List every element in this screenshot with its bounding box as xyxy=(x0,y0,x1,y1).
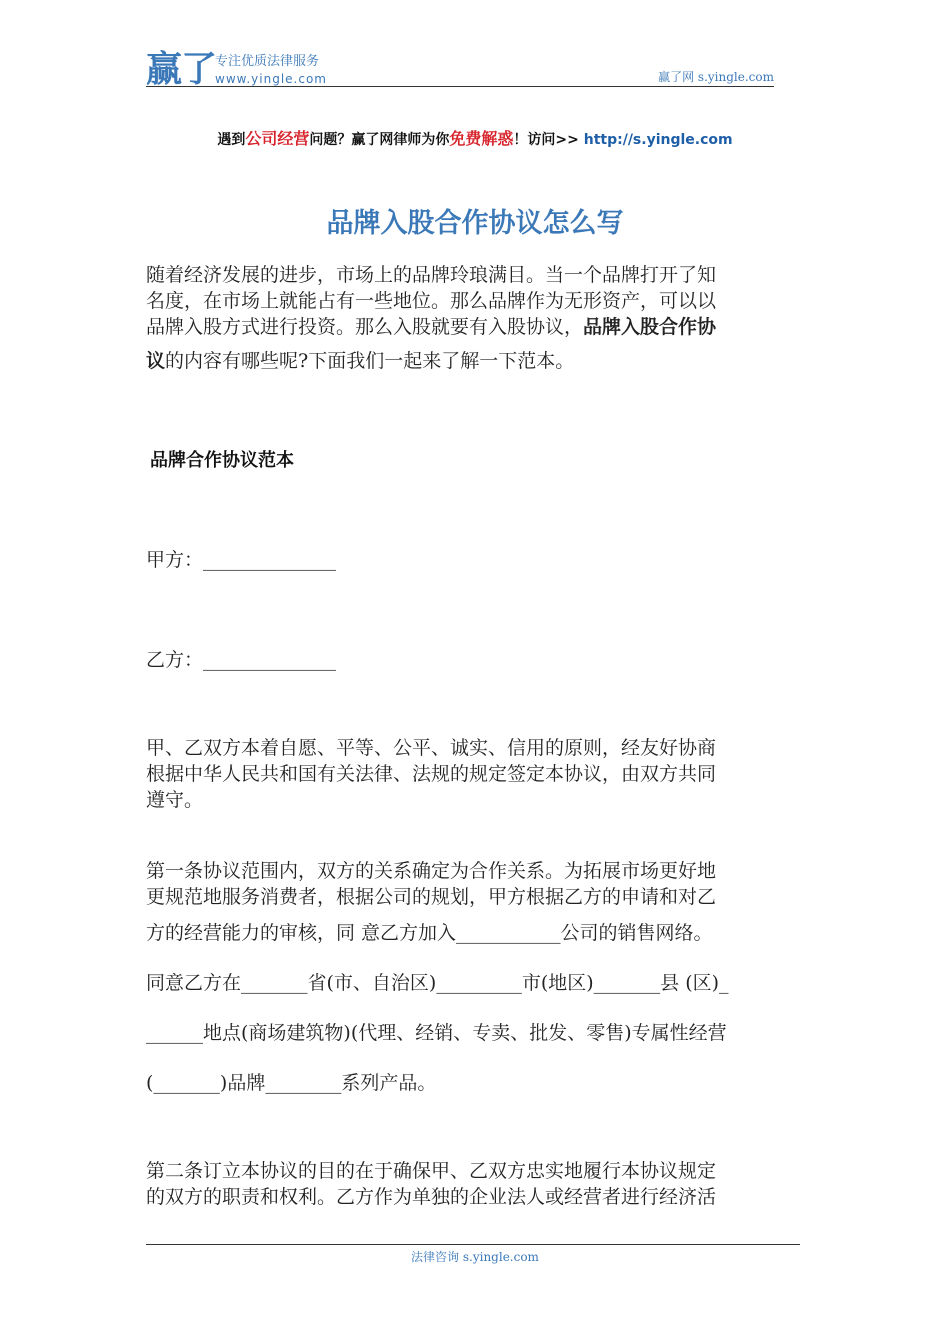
promo-highlight-topic: 公司经营 xyxy=(245,129,310,148)
intro-paragraph xyxy=(146,262,816,374)
party-b-line: 乙方：______________ xyxy=(146,649,337,671)
article-1-line: ______地点(商场建筑物)(代理、经销、专卖、批发、零售)专属性经营 xyxy=(146,1022,727,1044)
intro-keyword: 品牌入股合作协 xyxy=(583,316,717,338)
article-2 xyxy=(146,1158,816,1210)
promo-text-3: ！访问>> xyxy=(513,132,584,148)
article-1 xyxy=(146,858,816,910)
intro-line xyxy=(146,348,816,374)
logo-url: www.yingle.com xyxy=(215,72,327,86)
article-1-line: 同意乙方在_______省(市、自治区)_________市(地区)_______县 (区)_ xyxy=(146,972,729,994)
preamble-line: 甲、乙双方本着自愿、平等、公平、诚实、信用的原则，经友好协商 xyxy=(146,737,717,759)
logo-mark: 赢了 xyxy=(146,49,217,90)
preamble-line: 遵守。 xyxy=(146,789,204,811)
article-2-line: 第二条订立本协议的目的在于确保甲、乙双方忠实地履行本协议规定 xyxy=(146,1160,717,1182)
footer-divider xyxy=(146,1244,800,1245)
promo-link[interactable]: http://s.yingle.com xyxy=(583,132,733,148)
article-1-line: (_______)品牌________系列产品。 xyxy=(146,1072,437,1094)
intro-line xyxy=(146,314,816,340)
footer-link[interactable]: 法律咨询 s.yingle.com xyxy=(411,1250,539,1264)
article-2-line: 的双方的职责和权利。乙方作为单独的企业法人或经营者进行经济活 xyxy=(146,1186,717,1208)
page-title: 品牌入股合作协议怎么写 xyxy=(326,208,624,239)
intro-line: 随着经济发展的进步，市场上的品牌玲琅满目。当一个品牌打开了知 xyxy=(146,264,717,286)
header-site-link[interactable]: 赢了网 s.yingle.com xyxy=(658,70,774,84)
intro-line: 名度，在市场上就能占有一些地位。那么品牌作为无形资产，可以以 xyxy=(146,290,717,312)
intro-text: 品牌入股方式进行投资。那么入股就要有入股协议， xyxy=(146,316,584,338)
promo-banner xyxy=(0,130,950,149)
section-heading: 品牌合作协议范本 xyxy=(150,450,294,471)
party-a-line: 甲方：______________ xyxy=(146,549,337,571)
article-1-line: 方的经营能力的审核，同 意乙方加入___________公司的销售网络。 xyxy=(146,922,713,944)
promo-text-2: 问题？赢了网律师为你 xyxy=(309,132,450,148)
article-1-line: 更规范地服务消费者，根据公司的规划，甲方根据乙方的申请和对乙 xyxy=(146,886,717,908)
promo-text-1: 遇到 xyxy=(217,132,246,148)
promo-highlight-free: 免费解惑 xyxy=(449,129,514,148)
preamble-line: 根据中华人民共和国有关法律、法规的规定签定本协议，由双方共同 xyxy=(146,763,717,785)
article-1-line: 第一条协议范围内，双方的关系确定为合作关系。为拓展市场更好地 xyxy=(146,860,717,882)
intro-keyword: 议 xyxy=(146,350,166,372)
logo-tagline: 专注优质法律服务 xyxy=(215,54,320,69)
header-divider xyxy=(146,86,774,87)
intro-text: 的内容有哪些呢?下面我们一起来了解一下范本。 xyxy=(165,350,575,372)
preamble-paragraph xyxy=(146,735,816,813)
